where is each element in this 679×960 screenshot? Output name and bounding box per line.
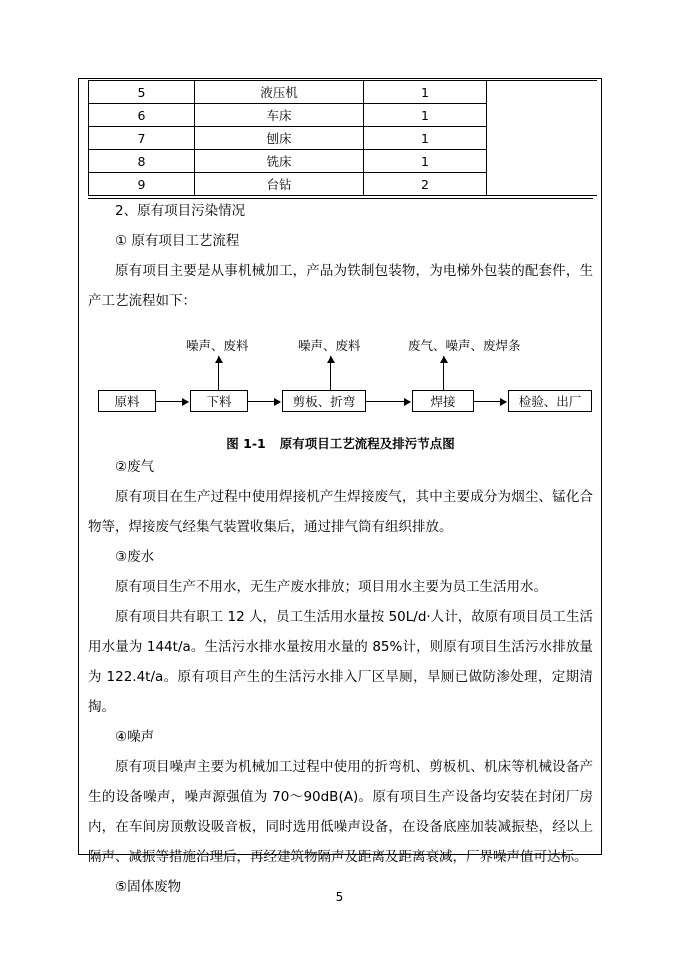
page-number: 5 [335, 890, 344, 904]
table-cell-extra [487, 173, 598, 196]
flow-arrow-1 [156, 401, 188, 402]
table-cell-name: 铣床 [195, 150, 364, 173]
table-cell-qty: 1 [364, 127, 487, 150]
heading-solid-waste: ⑤固体废物 [115, 879, 182, 895]
para-process-intro: 原有项目主要是从事机械加工，产品为铁制包装物，为电梯外包装的配套件，生产工艺流程如下： [88, 263, 593, 309]
table-cell-name: 台钻 [195, 173, 364, 196]
flow-arrow-3 [366, 401, 410, 402]
flow-arrow-2 [248, 401, 280, 402]
para-waste-water-2: 原有项目共有职工 12 人，员工生活用水量按 50L/d·人计，故原有项目员工生活用水量为 144t/a。生活污水排水量按用水量的 85%计，则原有项目生活污水排放量为 122.4t/a。原有项目产生的生活污水排入厂区旱厕，旱厕已做防渗处理，定期清掏。 [88, 609, 593, 715]
table-row [89, 104, 598, 127]
para-noise: 原有项目噪声主要为机械加工过程中使用的折弯机、剪板机、机床等机械设备产生的设备噪声，噪声源强值为 70～90dB(A)。原有项目生产设备均安装在封闭厂房内，在车间房顶敷设吸音板，同时选用低噪声设备，在设备底座加装减振垫，经以上隔声、减振等措施治理后，再经建筑物隔声及距离及距离衰减，厂界噪声值可达标。 [88, 759, 593, 865]
table-cell-qty: 1 [364, 150, 487, 173]
heading-original-process: ① 原有项目工艺流程 [115, 233, 240, 249]
table-cell-qty: 2 [364, 173, 487, 196]
table-cell-name: 车床 [195, 104, 364, 127]
table-cell-qty: 1 [364, 81, 487, 104]
heading-noise: ④噪声 [115, 729, 155, 745]
table-cell-qty: 1 [364, 104, 487, 127]
equipment-table-wrap [88, 80, 593, 196]
flow-arrow-4 [474, 401, 506, 402]
table-cell-name: 刨床 [195, 127, 364, 150]
table-cell-index: 7 [89, 127, 195, 150]
figure-title: 原有项目工艺流程及排污节点图 [279, 436, 455, 451]
table-row [89, 150, 598, 173]
para-waste-gas: 原有项目在生产过程中使用焊接机产生焊接废气，其中主要成分为烟尘、锰化合物等，焊接废气经集气装置收集后，通过排气筒有组织排放。 [88, 489, 593, 535]
process-flow-diagram [88, 322, 593, 430]
heading-waste-water: ③废水 [115, 549, 155, 565]
flow-node-cutting: 下料 [190, 390, 248, 412]
page-content [88, 80, 593, 902]
heading-original-project-pollution: 2、原有项目污染情况 [115, 203, 246, 219]
flow-node-shear-bend: 剪板、折弯 [282, 390, 366, 412]
table-bottom-rule [88, 198, 593, 199]
figure-number: 图 1-1 [226, 436, 266, 451]
flow-node-welding: 焊接 [412, 390, 474, 412]
flow-node-raw-material: 原料 [98, 390, 156, 412]
table-cell-index: 6 [89, 104, 195, 127]
heading-waste-gas: ②废气 [115, 459, 155, 475]
table-cell-extra [487, 104, 598, 127]
flow-arrow-up-2 [330, 356, 331, 390]
figure-caption [88, 434, 593, 452]
equipment-table [88, 80, 597, 196]
flow-emission-label-2: 噪声、废料 [298, 338, 361, 353]
flow-node-inspection-shipment: 检验、出厂 [508, 390, 592, 412]
table-cell-extra [487, 150, 598, 173]
table-cell-index: 8 [89, 150, 195, 173]
table-cell-extra [487, 81, 598, 104]
para-waste-water-1: 原有项目生产不用水，无生产废水排放；项目用水主要为员工生活用水。 [115, 579, 547, 595]
table-cell-index: 5 [89, 81, 195, 104]
table-cell-name: 液压机 [195, 81, 364, 104]
table-row [89, 173, 598, 196]
flow-emission-label-1: 噪声、废料 [186, 338, 249, 353]
table-row [89, 81, 598, 104]
flow-arrow-up-3 [443, 356, 444, 390]
table-cell-index: 9 [89, 173, 195, 196]
table-cell-extra [487, 127, 598, 150]
table-row [89, 127, 598, 150]
flow-arrow-up-1 [218, 356, 219, 390]
flow-emission-label-3: 废气、噪声、废焊条 [408, 338, 521, 353]
